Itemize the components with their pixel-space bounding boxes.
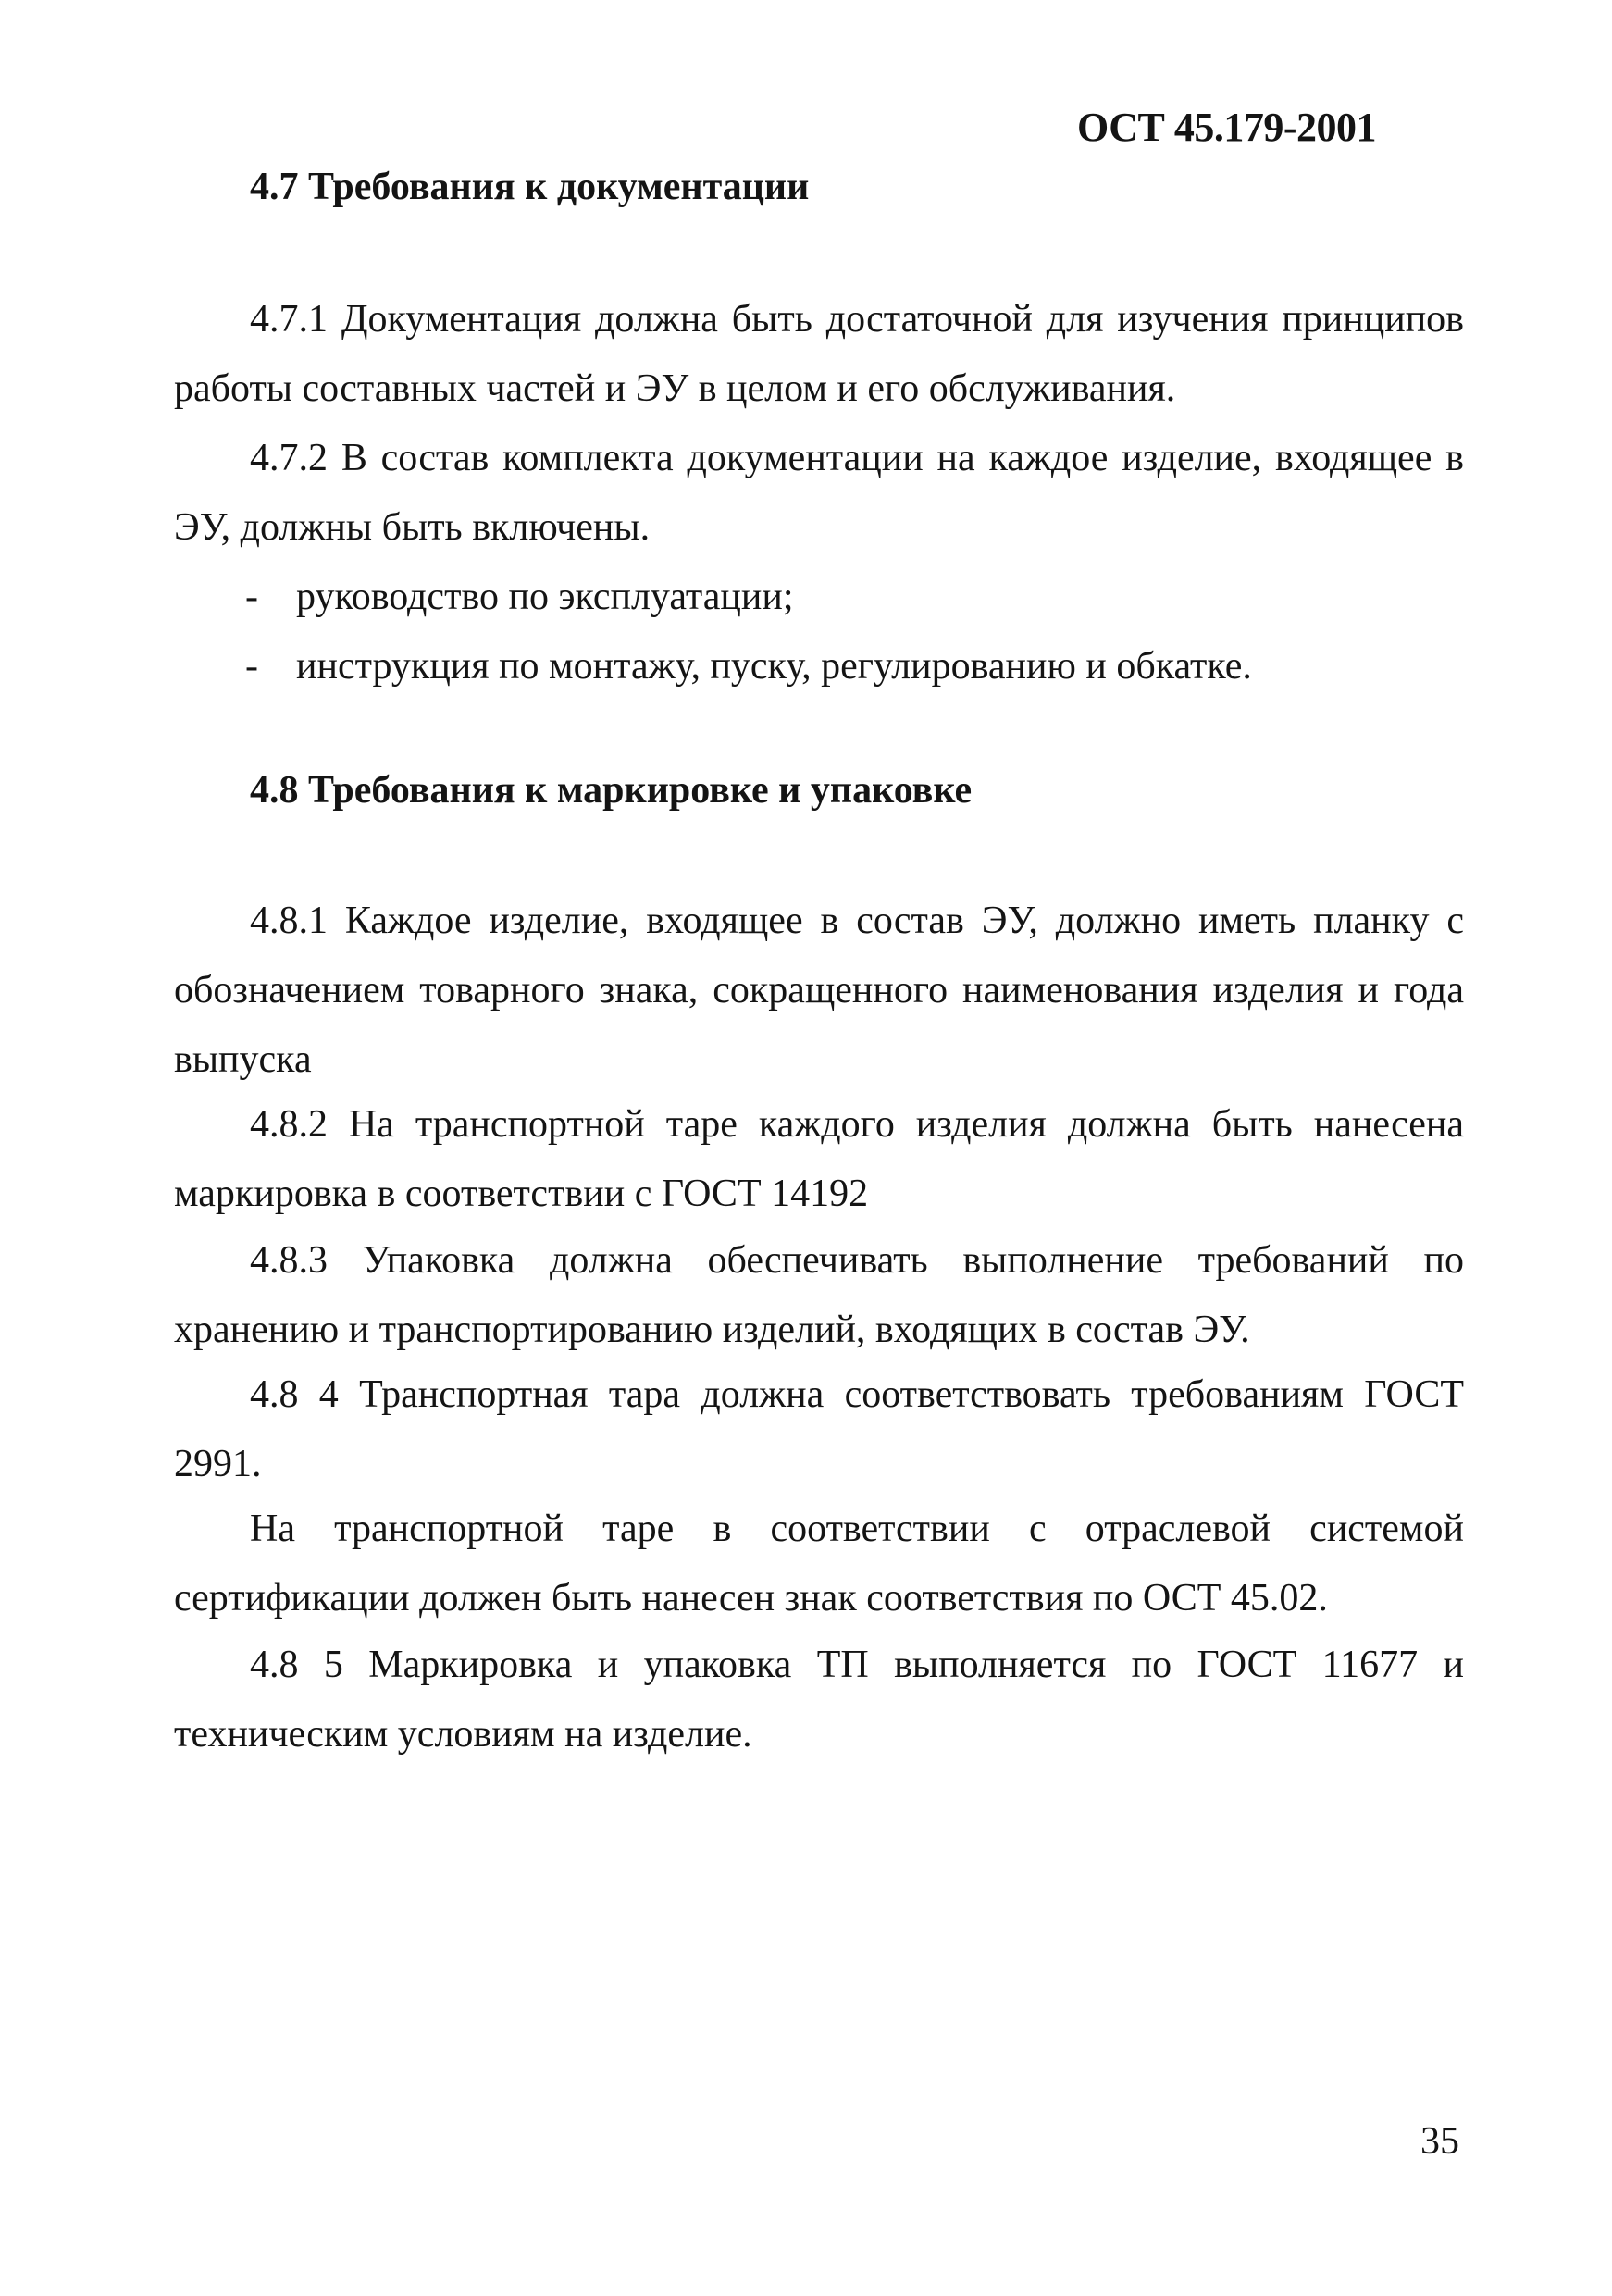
list-item-text: инструкция по монтажу, пуску, регулированию и обкатке. bbox=[296, 645, 1252, 688]
paragraph-4-8-1: 4.8.1 Каждое изделие, входящее в состав ЭУ, должно иметь планку с обозначением товарного знака, сокращенного наименования изделия и года выпуска bbox=[174, 900, 1464, 1081]
paragraph-4-8-5: 4.8 5 Маркировка и упаковка ТП выполняется по ГОСТ 11677 и техническим условиям на изделие. bbox=[174, 1644, 1464, 1756]
paragraph-4-7-2: 4.7.2 В состав комплекта документации на каждое изделие, входящее в ЭУ, должны быть включены. bbox=[174, 437, 1464, 549]
list-item-text: руководство по эксплуатации; bbox=[296, 576, 794, 618]
paragraph-4-8-3: 4.8.3 Упаковка должна обеспечивать выполнение требований по хранению и транспортированию изделий, входящих в состав ЭУ. bbox=[174, 1239, 1464, 1351]
section-heading-4-7: 4.7 Требования к документации bbox=[250, 166, 810, 208]
list-item bbox=[245, 632, 1252, 701]
paragraph-certification: На транспортной таре в соответствии с отраслевой системой сертификации должен быть нанесен знак соответствия по ОСТ 45.02. bbox=[174, 1508, 1464, 1620]
section-heading-4-8: 4.8 Требования к маркировке и упаковке bbox=[250, 769, 973, 812]
paragraph-4-7-1: 4.7.1 Документация должна быть достаточной для изучения принципов работы составных частей и ЭУ в целом и его обслуживания. bbox=[174, 298, 1464, 410]
document-code: ОСТ 45.179-2001 bbox=[1076, 105, 1376, 150]
list-item bbox=[245, 563, 794, 632]
page-number: 35 bbox=[1420, 2120, 1459, 2163]
list-dash: - bbox=[245, 576, 258, 618]
paragraph-4-8-4: 4.8 4 Транспортная тара должна соответствовать требованиям ГОСТ 2991. bbox=[174, 1373, 1464, 1485]
paragraph-4-8-2: 4.8.2 На транспортной таре каждого изделия должна быть нанесена маркировка в соответствии с ГОСТ 14192 bbox=[174, 1103, 1464, 1215]
list-dash: - bbox=[245, 645, 258, 688]
